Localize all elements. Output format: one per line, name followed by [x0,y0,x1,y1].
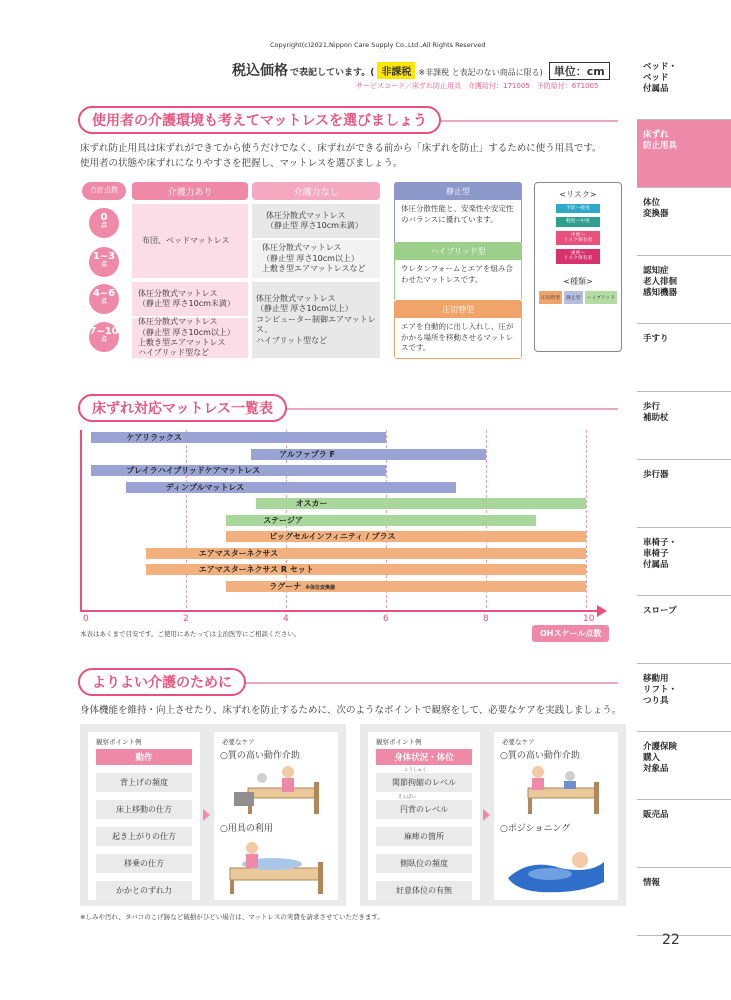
obs-item: 床上移動の仕方 [96,800,192,819]
arrow-right-icon [483,809,490,821]
sidebar-item-pressure-ulcer[interactable]: 床ずれ 防止用具 [637,120,731,188]
need-label: 必要なケア [222,738,255,746]
type-static: 静止型 体圧分散性能と、安楽性や安定性のバランスに優れています。 [394,182,522,245]
chart-bar [226,515,536,526]
care-item: ○ポジショニング [500,824,571,834]
category-sidebar [637,52,731,936]
cell-care-yes-low: 布団、ベッドマットレス [132,204,248,278]
chart-gridline [186,430,187,608]
cell-care-no-1: 体圧分散式マットレス （静止型 厚さ10cm以上） 上敷き型エアマットレスなど [252,240,380,278]
cell-care-yes-4: 体圧分散式マットレス （静止型 厚さ10cm未満） [132,282,248,316]
sidebar-item-walker[interactable]: 歩行器 [637,460,731,528]
chart-tick-label: 0 [83,614,89,624]
sidebar-item-repositioner[interactable]: 体位 変換器 [637,188,731,256]
chart-bar-label: ラグーナ [269,581,302,591]
care-item: ○質の高い動作介助 [500,751,580,761]
sidebar-item-handrail[interactable]: 手すり [637,324,731,392]
observation-panel-body [368,732,480,900]
type-hybrid: ハイブリッド型 ウレタンフォームとエアを組み合わせたマットレスです。 [394,242,522,301]
kind-hybrid: ハイブリッド [585,291,617,304]
section1-paragraph [80,142,635,171]
sidebar-item-bed[interactable]: ベッド・ ベッド 付属品 [637,52,731,120]
obs-head: 動作 [96,749,192,765]
header-care-yes: 介護力あり [132,182,248,200]
section3-paragraph: 身体機能を維持・向上させたり、床ずれを防止するために、次のようなポイントで観察をして、必要なケアを実践しましょう。 [80,705,622,716]
mattress-chart [80,430,610,640]
sidebar-item-cane[interactable]: 歩行 補助杖 [637,392,731,460]
section3-heading [78,668,618,696]
risk-prevention: 予防～軽度 [556,204,600,213]
unit-label: 単位：cm [549,62,610,80]
chart-bar [91,432,386,443]
chart-bar-label: アルファプラ F [279,449,335,459]
chart-bar-label: エアマスターネクサス R セット [198,565,314,574]
obs-item: 起き上がりの仕方 [96,827,192,846]
footnote: ※しみや汚れ、タバコのこげ跡など破損がひどい場合は、マットレスの実費を請求させていただきます。 [80,913,384,921]
risk-legend [534,182,622,352]
chart-bar-label: ステージア [263,515,303,525]
copyright: Copyright(c)2021,Nippon Care Supply Co.,Ltd.,All Rights Reserved [270,41,486,49]
sidebar-item-insurance-purchase[interactable]: 介護保険 購入 対象品 [637,732,731,800]
need-label: 必要なケア [502,738,535,746]
sidebar-item-dementia-sensor[interactable]: 認知症 老人徘徊 感知機器 [637,256,731,324]
header-total-score: 合計点数 [82,182,126,200]
arrow-right-icon [203,809,210,821]
obs-item: こうしゅく 関節拘縮のレベル [376,773,472,792]
chart-bar [256,498,586,509]
sidebar-item-lift[interactable]: 移動用 リフト・ つり具 [637,664,731,732]
chart-bar-label: プレイラハイブリッドケアマットレス [126,466,261,475]
chart-x-arrow [597,605,607,617]
chart-bar [146,564,586,575]
chart-bar-label: ディンプルマットレス [165,482,245,492]
bed-transfer-illustration [228,762,324,818]
care-box-motion [80,724,346,906]
sidebar-item-wheelchair[interactable]: 車椅子・ 車椅子 付属品 [637,528,731,596]
care-panel-body [494,732,618,900]
obs-item: 移乗の仕方 [96,854,192,873]
chart-bar [91,465,386,476]
care-box-body [360,724,626,906]
care-item: ○用具の利用 [220,824,273,834]
section1-para2: 使用者の状態や床ずれになりやすさを把握し、マットレスを選びましょう。 [80,157,403,169]
chart-note: 本表はあくまで目安です。ご使用にあたっては主治医等にご相談ください。 [80,630,301,638]
chart-bar-label: ビッグセルインフィニティ / プラス [269,532,396,541]
oh-scale-label: OHスケール点数 [532,625,609,642]
sidebar-item-slope[interactable]: スロープ [637,596,731,664]
obs-item: 背上げの頻度 [96,773,192,792]
obs-item: 麻痺の箇所 [376,827,472,846]
chart-y-axis [80,430,82,612]
tax-note: ※非課税 と表記のない商品に限る) [418,68,543,77]
tax-sub: で表記しています。( [290,68,375,78]
obs-item: 側臥位の頻度 [376,854,472,873]
tax-notice [232,60,610,80]
chart-bar [251,449,486,460]
chart-bar-note: ※体位変換器 [305,584,336,591]
obs-label: 観察ポイント例 [376,738,422,746]
chart-bar [226,581,586,592]
section2-heading [78,394,618,422]
bed-assist-illustration [220,838,330,896]
chart-tick-label: 2 [183,614,189,624]
section1-title: 使用者の介護環境も考えてマットレスを選びましょう [78,106,441,134]
header-care-no: 介護力なし [252,182,380,200]
obs-head: 身体状況・体位 [376,749,472,765]
chart-tick-label: 6 [383,614,389,624]
score-4-6: 4~6 点 [89,284,119,314]
score-0: 0 点 [89,208,119,238]
tax-label: 税込価格 [232,63,288,79]
chart-bar-label: エアマスターネクサス [198,548,279,558]
type-alternating: 圧切替型 エアを自動的に出し入れし、圧がかかる場所を移動させるマットレスです。 [394,300,522,359]
chart-bar [146,548,586,559]
chart-tick-label: 10 [583,614,595,624]
section1-para1: 床ずれ防止用具は床ずれができてから使うだけでなく、床ずれができる前から「床ずれを防止」するために使う用具です。 [80,143,602,154]
service-code: サービスコード／床ずれ防止用具 介護給付：171005 予防給付：671005 [356,82,599,90]
score-7-10: 7~10 点 [89,322,119,352]
tax-exempt-badge: 非課税 [377,62,415,79]
chart-tick-label: 8 [483,614,489,624]
kind-alternating: 圧切替型 [539,291,562,304]
chart-bar-label: ケアリラックス [126,433,182,442]
obs-item: えんぱい 円背のレベル [376,800,472,819]
kind-title: <種類> [563,276,593,286]
risk-moderate: 中度～ リスク保有者 [556,231,600,246]
cell-care-no-0: 体圧分散式マットレス （静止型 厚さ10cm未満） [252,204,380,238]
sidebar-item-info[interactable]: 情報 [637,868,731,936]
care-panel-motion [214,732,338,900]
chart-gridline [586,430,587,608]
obs-item: かかとのずれ力 [96,881,192,900]
chart-bar-label: オスカー [295,499,328,508]
section1-heading [78,106,618,134]
risk-severe: 重度～ リスク保有者 [556,249,600,264]
bed-care-illustration [508,762,604,818]
chart-bar [126,482,456,493]
chart-tick-label: 4 [283,614,289,624]
page-number: 22 [662,932,680,948]
care-item: ○質の高い動作介助 [220,751,300,761]
positioning-cushion-illustration [500,844,610,898]
cell-care-yes-7: 体圧分散式マットレス （静止型 厚さ10cm以上） 上敷き型エアマットレス ハイブリッド型など [132,318,248,358]
kind-static: 静止型 [564,291,582,304]
risk-mild: 軽度～中度 [556,217,600,226]
observation-panel-motion [88,732,200,900]
risk-title: <リスク> [559,190,597,199]
chart-x-axis [80,610,600,612]
obs-label: 観察ポイント例 [96,738,142,746]
sidebar-item-sales[interactable]: 販売品 [637,800,731,868]
cell-care-no-4: 体圧分散式マットレス （静止型 厚さ10cm以上） コンピューター制御エアマットレス、 ハイブリット型など [252,282,380,358]
section2-title: 床ずれ対応マットレス一覧表 [78,394,287,422]
score-1-3: 1~3 点 [89,247,119,277]
obs-item: 好意体位の有無 [376,881,472,900]
section3-title: よりよい介護のために [78,668,246,696]
chart-bar [226,531,586,542]
